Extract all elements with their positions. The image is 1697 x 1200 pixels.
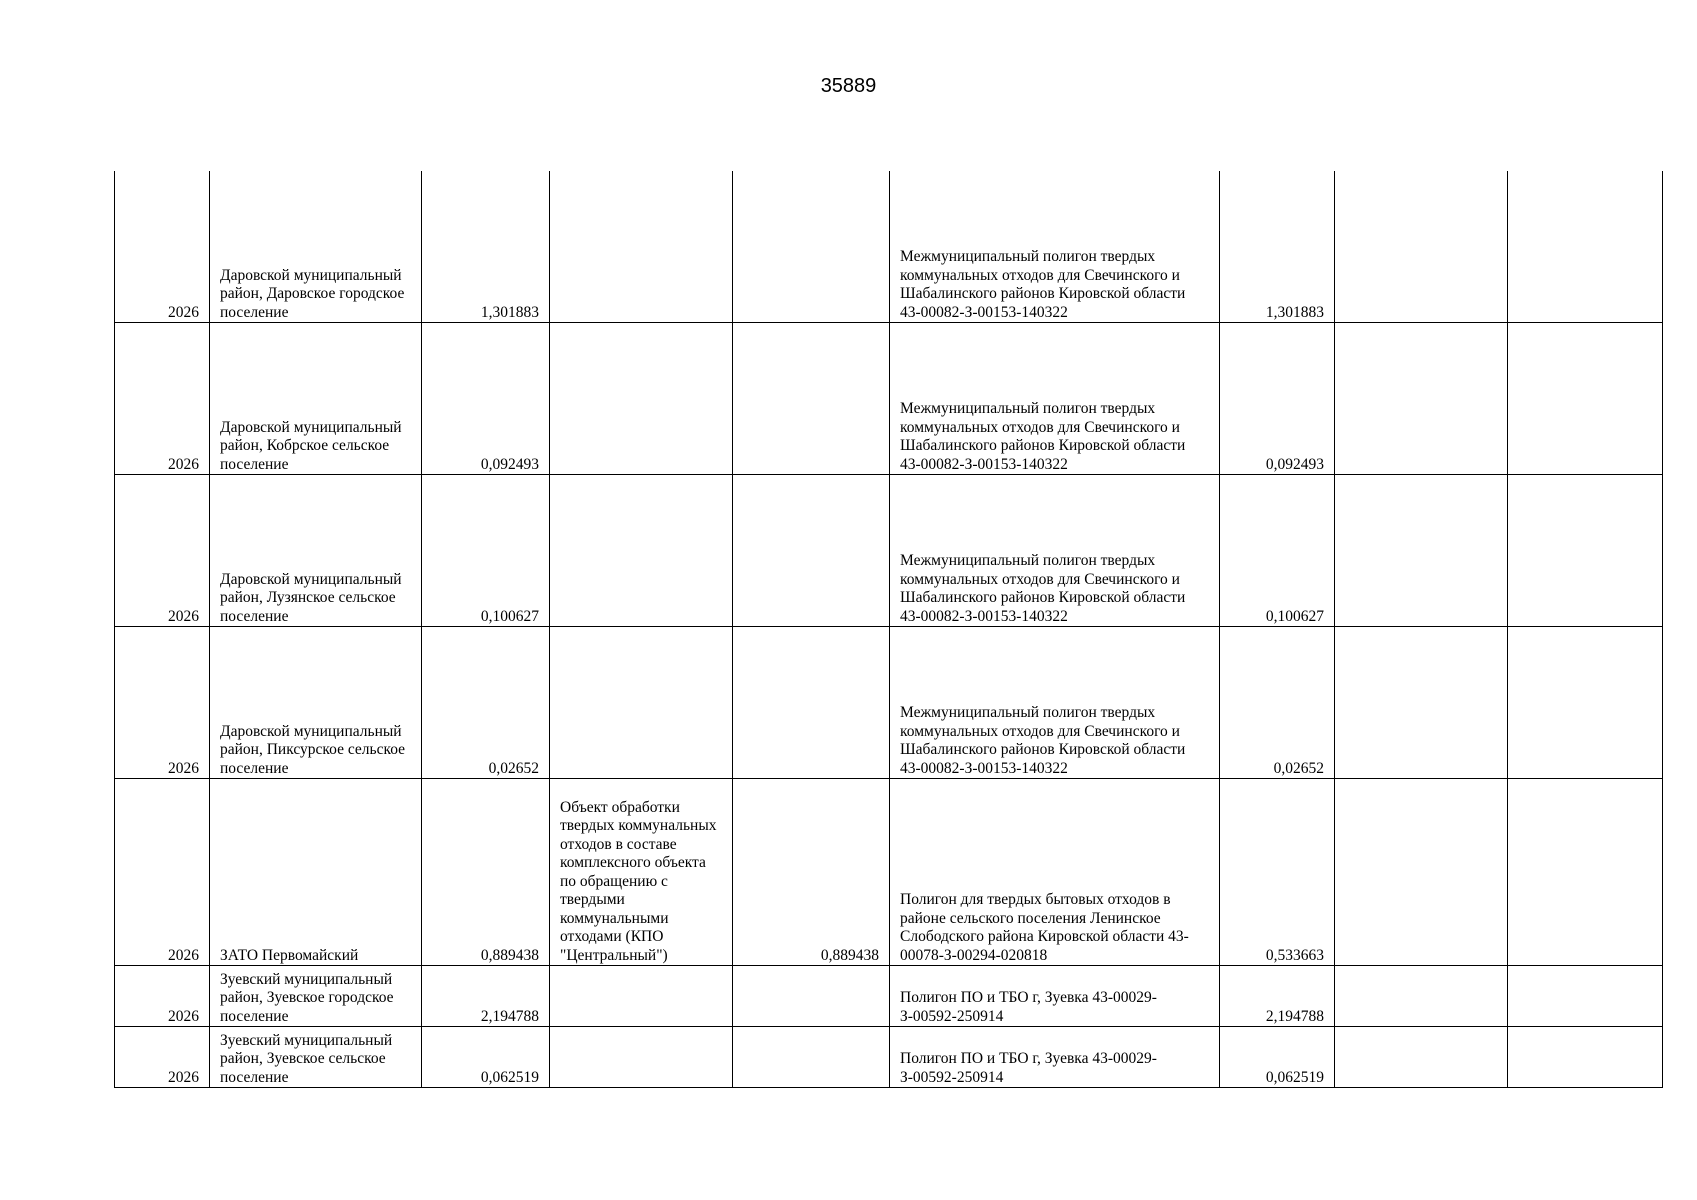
table-row xyxy=(115,779,1663,966)
page-number: 35889 xyxy=(820,75,877,97)
year-cell: 2026 xyxy=(115,966,210,1027)
disposal-object-cell: Межмуниципальный полигон твердых коммунальных отходов для Свечинского и Шабалинского районов Кировской области 43-00082-З-00153-140322 xyxy=(890,627,1220,779)
mass-cell: 0,02652 xyxy=(422,627,550,779)
disposal-object-cell: Межмуниципальный полигон твердых коммунальных отходов для Свечинского и Шабалинского районов Кировской области 43-00082-З-00153-140322 xyxy=(890,323,1220,475)
table-row xyxy=(115,966,1663,1027)
processing-mass-cell xyxy=(733,627,890,779)
empty-cell xyxy=(1508,475,1663,627)
year-cell: 2026 xyxy=(115,475,210,627)
territory-cell: Даровской муниципальный район, Кобрское сельское поселение xyxy=(210,323,422,475)
territory-cell: ЗАТО Первомайский xyxy=(210,779,422,966)
processing-mass-cell xyxy=(733,171,890,323)
empty-cell xyxy=(1335,966,1508,1027)
territory-cell: Даровской муниципальный район, Пиксурское сельское поселение xyxy=(210,627,422,779)
processing-mass-cell xyxy=(733,323,890,475)
table-row xyxy=(115,171,1663,323)
disposal-mass-cell: 2,194788 xyxy=(1220,966,1335,1027)
territory-cell: Зуевский муниципальный район, Зуевское городское поселение xyxy=(210,966,422,1027)
mass-cell: 1,301883 xyxy=(422,171,550,323)
mass-cell: 2,194788 xyxy=(422,966,550,1027)
disposal-object-cell: Полигон для твердых бытовых отходов в районе сельского поселения Ленинское Слободского района Кировской области 43-00078-З-00294-020818 xyxy=(890,779,1220,966)
mass-cell: 0,062519 xyxy=(422,1027,550,1088)
processing-object-cell: Объект обработки твердых коммунальных отходов в составе комплексного объекта по обращению с твердыми коммунальными отходами (КПО "Центральный") xyxy=(550,779,733,966)
disposal-object-cell: Межмуниципальный полигон твердых коммунальных отходов для Свечинского и Шабалинского районов Кировской области 43-00082-З-00153-140322 xyxy=(890,475,1220,627)
disposal-object-cell: Полигон ПО и ТБО г, Зуевка 43-00029-З-00592-250914 xyxy=(890,1027,1220,1088)
mass-cell: 0,889438 xyxy=(422,779,550,966)
empty-cell xyxy=(1335,1027,1508,1088)
empty-cell xyxy=(1508,1027,1663,1088)
table-row xyxy=(115,323,1663,475)
year-cell: 2026 xyxy=(115,323,210,475)
empty-cell xyxy=(1508,779,1663,966)
disposal-mass-cell: 0,092493 xyxy=(1220,323,1335,475)
empty-cell xyxy=(1508,323,1663,475)
table-row xyxy=(115,475,1663,627)
year-cell: 2026 xyxy=(115,1027,210,1088)
year-cell: 2026 xyxy=(115,779,210,966)
empty-cell xyxy=(1335,779,1508,966)
empty-cell xyxy=(1508,171,1663,323)
processing-mass-cell xyxy=(733,1027,890,1088)
processing-mass-cell xyxy=(733,475,890,627)
disposal-object-cell: Межмуниципальный полигон твердых коммунальных отходов для Свечинского и Шабалинского районов Кировской области 43-00082-З-00153-140322 xyxy=(890,171,1220,323)
disposal-mass-cell: 0,062519 xyxy=(1220,1027,1335,1088)
table-row xyxy=(115,1027,1663,1088)
processing-object-cell xyxy=(550,627,733,779)
empty-cell xyxy=(1508,627,1663,779)
disposal-object-cell: Полигон ПО и ТБО г, Зуевка 43-00029-З-00592-250914 xyxy=(890,966,1220,1027)
processing-object-cell xyxy=(550,323,733,475)
year-cell: 2026 xyxy=(115,627,210,779)
mass-cell: 0,092493 xyxy=(422,323,550,475)
territory-cell: Зуевский муниципальный район, Зуевское сельское поселение xyxy=(210,1027,422,1088)
processing-object-cell xyxy=(550,475,733,627)
disposal-mass-cell: 0,02652 xyxy=(1220,627,1335,779)
empty-cell xyxy=(1335,627,1508,779)
waste-flow-table xyxy=(114,171,1663,1088)
processing-mass-cell: 0,889438 xyxy=(733,779,890,966)
empty-cell xyxy=(1508,966,1663,1027)
territory-cell: Даровской муниципальный район, Даровское городское поселение xyxy=(210,171,422,323)
empty-cell xyxy=(1335,171,1508,323)
processing-mass-cell xyxy=(733,966,890,1027)
table-row xyxy=(115,627,1663,779)
processing-object-cell xyxy=(550,1027,733,1088)
processing-object-cell xyxy=(550,171,733,323)
disposal-mass-cell: 0,533663 xyxy=(1220,779,1335,966)
disposal-mass-cell: 1,301883 xyxy=(1220,171,1335,323)
mass-cell: 0,100627 xyxy=(422,475,550,627)
territory-cell: Даровской муниципальный район, Лузянское сельское поселение xyxy=(210,475,422,627)
empty-cell xyxy=(1335,475,1508,627)
processing-object-cell xyxy=(550,966,733,1027)
year-cell: 2026 xyxy=(115,171,210,323)
empty-cell xyxy=(1335,323,1508,475)
disposal-mass-cell: 0,100627 xyxy=(1220,475,1335,627)
